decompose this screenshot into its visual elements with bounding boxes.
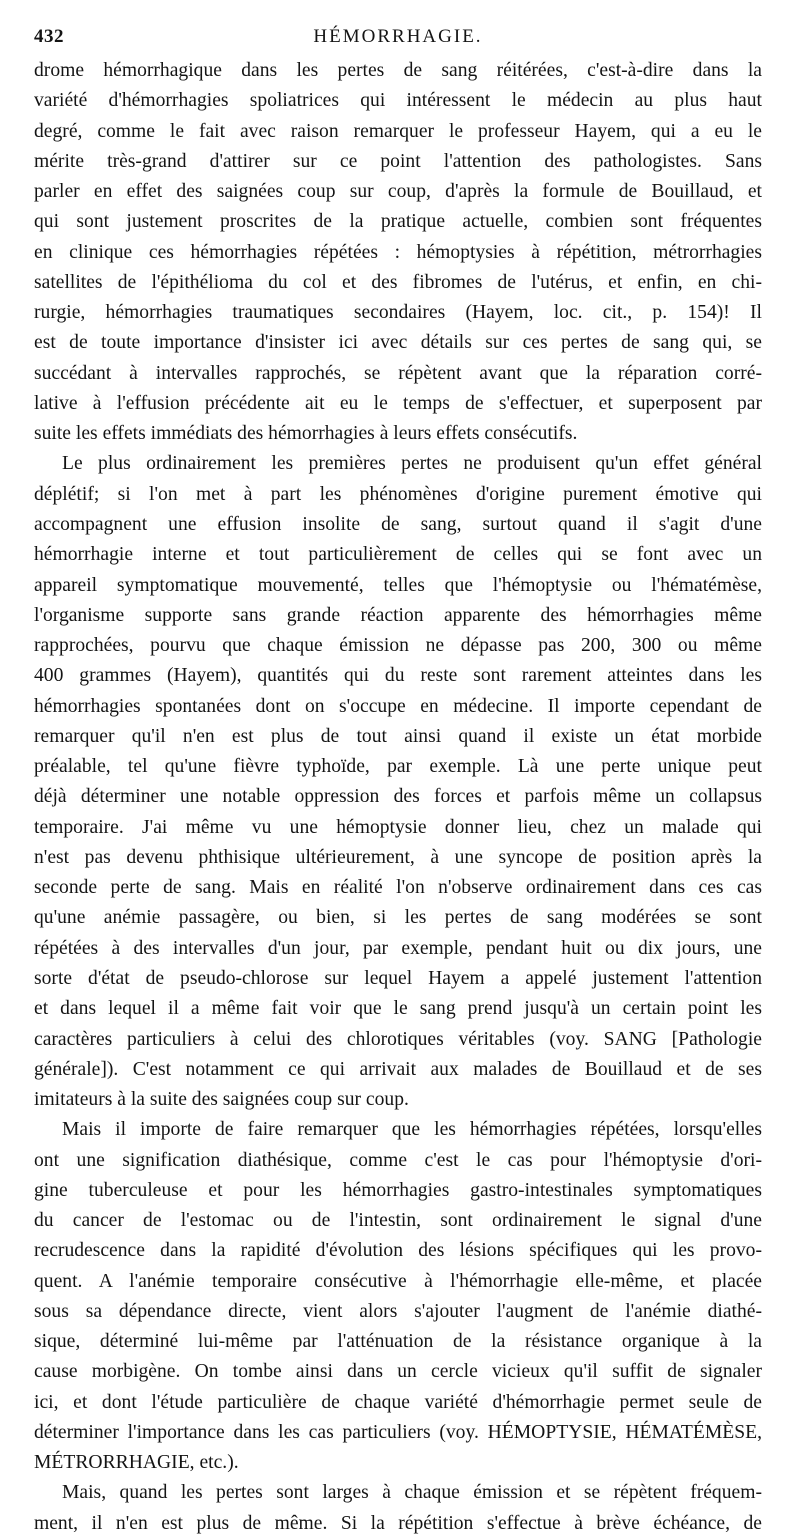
text-line: imitateurs à la suite des saignées coup sur coup.	[34, 1089, 409, 1111]
text-line: 400 grammes (Hayem), quantités qui du reste sont rarement atteintes dans les	[34, 665, 762, 687]
text-line: est de toute importance d'insister ici avec détails sur ces pertes de sang qui, se	[34, 332, 762, 354]
text-line: déjà déterminer une notable oppression des forces et parfois même un collapsus	[34, 786, 762, 808]
text-line: succédant à intervalles rapprochés, se répètent avant que la réparation corré-	[34, 362, 762, 384]
text-line: sorte d'état de pseudo-chlorose sur lequel Hayem a appelé justement l'attention	[34, 967, 762, 989]
text-line: hémorrhagies spontanées dont on s'occupe en médecine. Il importe cependant de	[34, 695, 762, 717]
paragraph-first-line: Mais il importe de faire remarquer que les hémorrhagies répétées, lorsqu'elles	[62, 1119, 762, 1141]
text-line: satellites de l'épithélioma du col et des fibromes de l'utérus, et enfin, en chi-	[34, 271, 762, 293]
paragraph-first-line: Le plus ordinairement les premières pertes ne produisent qu'un effet général	[62, 453, 762, 475]
text-line: recrudescence dans la rapidité d'évolution des lésions spécifiques qui les provo-	[34, 1240, 762, 1262]
text-line: temporaire. J'ai même vu une hémoptysie donner lieu, chez un malade qui	[34, 816, 762, 838]
text-line: remarquer qu'il n'en est plus de tout ainsi quand il existe un état morbide	[34, 725, 762, 747]
text-line: mérite très-grand d'attirer sur ce point l'attention des pathologistes. Sans	[34, 150, 762, 172]
text-line: drome hémorrhagique dans les pertes de sang réitérées, c'est-à-dire dans la	[34, 60, 762, 81]
text-line: cause morbigène. On tombe ainsi dans un cercle vicieux qu'il suffit de signaler	[34, 1361, 762, 1383]
text-line: répétées à des intervalles d'un jour, par exemple, pendant huit ou dix jours, une	[34, 937, 762, 959]
text-line: lative à l'effusion précédente ait eu le temps de s'effectuer, et superposent par	[34, 392, 762, 414]
text-line: préalable, tel qu'une fièvre typhoïde, par exemple. Là une perte unique peut	[34, 756, 762, 778]
text-line: rapprochées, pourvu que chaque émission ne dépasse pas 200, 300 ou même	[34, 635, 762, 657]
text-line: sique, déterminé lui-même par l'atténuation de la résistance organique à la	[34, 1331, 762, 1353]
text-line: générale]). C'est notamment ce qui arrivait aux malades de Bouillaud et de ses	[34, 1058, 762, 1080]
page-number: 432	[34, 26, 64, 47]
text-line: n'est pas devenu phthisique ultérieurement, à une syncope de position après la	[34, 846, 762, 868]
text-line: rurgie, hémorrhagies traumatiques secondaires (Hayem, loc. cit., p. 154)! Il	[34, 302, 762, 324]
text-line: l'organisme supporte sans grande réaction apparente des hémorrhagies même	[34, 604, 762, 626]
text-line: degré, comme le fait avec raison remarquer le professeur Hayem, qui a eu le	[34, 120, 762, 142]
text-line: déplétif; si l'on met à part les phénomènes d'origine purement émotive qui	[34, 483, 762, 505]
text-line: gine tuberculeuse et pour les hémorrhagies gastro-intestinales symptomatiques	[34, 1179, 762, 1201]
text-line: seconde perte de sang. Mais en réalité l'on n'observe ordinairement dans ces cas	[34, 877, 762, 899]
body-text	[34, 56, 762, 1539]
text-line: et dans lequel il a même fait voir que le sang prend jusqu'à un certain point les	[34, 998, 762, 1020]
paragraph-first-line: Mais, quand les pertes sont larges à chaque émission et se répètent fréquem-	[62, 1482, 762, 1504]
text-line: accompagnent une effusion insolite de sang, surtout quand il s'agit d'une	[34, 513, 762, 535]
text-line: suite les effets immédiats des hémorrhagies à leurs effets consécutifs.	[34, 423, 578, 445]
text-line: caractères particuliers à celui des chlorotiques véritables (voy. SANG [Pathologie	[34, 1028, 762, 1050]
text-line: déterminer l'importance dans les cas particuliers (voy. HÉMOPTYSIE, HÉMATÉMÈSE,	[34, 1421, 762, 1443]
running-header	[34, 26, 762, 58]
text-line: parler en effet des saignées coup sur coup, d'après la formule de Bouillaud, et	[34, 181, 762, 203]
text-line: du cancer de l'estomac ou de l'intestin, sont ordinairement le signal d'une	[34, 1210, 762, 1232]
text-line: sous sa dépendance directe, vient alors s'ajouter l'augment de l'anémie diathé-	[34, 1300, 762, 1322]
text-line: appareil symptomatique mouvementé, telles que l'hémoptysie ou l'hématémèse,	[34, 574, 762, 596]
text-line: en clinique ces hémorrhagies répétées : hémoptysies à répétition, métrorrhagies	[34, 241, 762, 263]
text-line: quent. A l'anémie temporaire consécutive à l'hémorrhagie elle-même, et placée	[34, 1270, 762, 1292]
text-line: qu'une anémie passagère, ou bien, si les pertes de sang modérées se sont	[34, 907, 762, 929]
text-line: ment, il n'en est plus de même. Si la répétition s'effectue à brève échéance, de	[34, 1512, 762, 1534]
running-title: HÉMORRHAGIE.	[313, 26, 483, 47]
text-line: ont une signification diathésique, comme c'est le cas pour l'hémoptysie d'ori-	[34, 1149, 762, 1171]
text-line: MÉTRORRHAGIE, etc.).	[34, 1452, 239, 1474]
text-line: variété d'hémorrhagies spoliatrices qui intéressent le médecin au plus haut	[34, 90, 762, 112]
text-line: hémorrhagie interne et tout particulièrement de celles qui se font avec un	[34, 544, 762, 566]
text-line: qui sont justement proscrites de la pratique actuelle, combien sont fréquentes	[34, 211, 762, 233]
text-line: ici, et dont l'étude particulière de chaque variété d'hémorrhagie permet seule de	[34, 1391, 762, 1413]
